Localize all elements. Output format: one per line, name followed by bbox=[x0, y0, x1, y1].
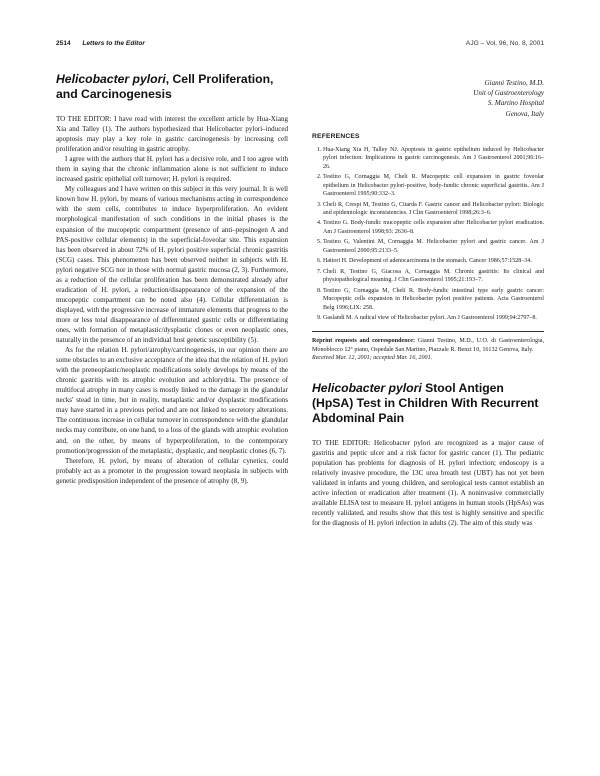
article1-paragraph-4: As for the relation H. pylori/atrophy/carcinogenesis, in our opinion there are some obstacles to an exclusive acceptance of the idea that the relation of H. pylori with the preneoplastic/neoplastic modifications solely develops by means of the chronic gastritis with its atrophic evolution and achlorydria. The presence of multifocal atrophy in many cases is mostly linked to the damage in the glandular necks' stead in time, but in reality, metaplastic and/or dysplastic modifications may have started in a previous period and are not linked to secretory alterations. The continuous increase in cellular turnover in correspondence with the glandular necks may contribute, on one hand, to a loss of the glands with atrophic evolution and, on the other, by means of hyperproliferation, to the contemporary promotion/progression of the metaplastic, dysplastic, and neoplastic clones (6, 7). bbox=[56, 346, 288, 455]
received-dates: Received Mar. 12, 2001; accepted Mar. 16, 2001. bbox=[312, 355, 433, 362]
divider-rule bbox=[312, 331, 544, 332]
author-affiliation-unit: Unit of Gastroenterology bbox=[473, 89, 544, 98]
article1-paragraph-2: I agree with the authors that H. pylori has a decisive role, and I too agree with them in saying that the chronic inflammation alone is not sufficient to induce increased gastric epithelial cell turnover; H. pylori is required. bbox=[56, 155, 288, 184]
reference-item: 5. Testino G, Valentini M, Cornaggia M. Helicobacter pylori and gastric cancer. Am J Gastroenterol 2000;95:2133–5. bbox=[323, 238, 544, 255]
references-heading: REFERENCES bbox=[312, 132, 360, 140]
reference-item: 6. Hattori H. Development of adenocarcinoma in the stomach. Cancer 1986;57:1528–34. bbox=[323, 257, 544, 265]
author-affiliation-hospital: S. Martino Hospital bbox=[487, 99, 544, 108]
running-header bbox=[56, 38, 544, 50]
article2-paragraph-1: TO THE EDITOR: Helicobacter pylori are recognized as a major cause of gastritis and peptic ulcer and a risk factor for gastric cancer (1). The pediatric population has problems for diagnosis of H. pylori infection; endoscopy is a relatively invasive procedure, the 13C urea breath test (UBT) has not yet been validated in infants and young children, and serological tests cannot establish an active infection or eradication after treatment (1). A noninvasive commercially available ELISA test to measure H. pylori antigens in human stools (HpSAs) was recently validated, and results show that this test is highly sensitive and specific for the diagnosis of H. pylori infection in adults (2). The aim of this study was bbox=[312, 438, 544, 528]
section-title: Letters to the Editor bbox=[82, 40, 145, 47]
author-signature bbox=[312, 78, 544, 119]
reference-item: 3. Cheli R, Crespi M, Testino G, Citarda F. Gastric cancer and Helicobacter pylori: Biologic and epidemiologic inconsistencies. J Clin Gastroenterol 1998;26:3–6. bbox=[323, 201, 544, 218]
article2 bbox=[312, 381, 544, 528]
reference-item: 7. Cheli R, Testino G, Giacosa A, Cornaggia M. Chronic gastritis: Its clinical and physiopathological meaning. J Clin Gastroenterol 1995;21:193–7. bbox=[323, 268, 544, 285]
article1-paragraph-3: My colleagues and I have written on this subject in this very journal. It is well known how H. pylori, by means of various mechanisms acting in correspondence with the stem cells, contributes to induce hyperproliferation. An evident morphological manifestation of such conditions in the initial phases is the expansion of the mucopeptic compartment (presence of anti–pepsinogen A and PAS-positive cellular elements) in the superficial-foveolar site. This expansion has been observed in about 72% of H. pylori positive superficial chronic gastritis (SCG) cases. This phenomenon has been observed neither in subjects with H. pylori negative SCG nor in those with normal gastric mucosa (2, 3). Furthermore, as a reduction of the cellular proliferation has been demonstrated already after eradication of H. pylori, a reduction/disappearance of the expansion of the mucopeptic compartment can be noted also (4). Cellular differentiation is displayed, with the progressive increase of immature elements that progress to the more or less total disappearance of differentiated gastric cells or differentiating ones, with formation of metaplastic/dysplastic clones or even neoplastic ones, naturally in the presence of an individual host genetic susceptibility (5). bbox=[56, 185, 288, 345]
article1-paragraph-1: TO THE EDITOR: I have read with interest the excellent article by Hua-Xiang Xia and Talley (1). The authors hypothesized that Helicobacter pylori–induced apoptosis may play a key role in gastric carcinogenesis by increasing cell proliferation and/or resulting in gastric atrophy. bbox=[56, 115, 288, 154]
article1-title: Helicobacter pylori, Cell Proliferation, and Carcinogenesis bbox=[56, 72, 274, 101]
journal-citation: AJG – Vol. 96, No. 8, 2001 bbox=[465, 40, 544, 47]
article2-title: Helicobacter pylori Stool Antigen (HpSA) Test in Children With Recurrent Abdominal Pain bbox=[312, 380, 539, 425]
left-column bbox=[56, 72, 288, 486]
reprint-label: Reprint requests and correspondence: bbox=[312, 338, 416, 345]
reference-item: 1. Hua-Xiang Xia H, Talley NJ. Apoptosis in gastric epithelium induced by Helicobacter pylori infection: Implications in gastric carcinogenesis. Am J Gastroenterol 2001;96:16–26. bbox=[323, 146, 544, 171]
author-name: Gianni Testino, M.D. bbox=[484, 79, 544, 87]
reprint-address: Gianni Testino, M.D., U.O. di Gastroenterologia, Monoblocco 12° piano, Ospedale San Martino, Piazzale R. Benzi 10, 16132 Genova, Italy. bbox=[312, 338, 544, 353]
reference-item: 8. Testino G, Cornaggia M, Cheli R. Body-fundic intestinal type early gastric cancer: Mucopeptic cells expansion in Helicobacter pylori positive patients. Acta Gastroenterol Belg 1996;LIX: 258. bbox=[323, 287, 544, 312]
references-list bbox=[312, 146, 544, 323]
reprint-correspondence bbox=[312, 337, 544, 363]
author-affiliation-city: Genova, Italy bbox=[505, 109, 544, 118]
reference-item: 4. Testino G. Body-fundic mucopeptic cells expansion after Helicobacter pylori eradication. Am J Gastroenterol 1998;93: 2636–8. bbox=[323, 219, 544, 236]
article1-paragraph-5: Therefore, H. pylori, by means of alteration of cellular cynetics, could probably act as a promoter in the progression toward neoplasia in subjects with genetic predisposition independent of the presence of atrophy (8, 9). bbox=[56, 456, 288, 485]
reference-item: 9. Gaslandi M. A radical view of Helicobacter pylori. Am J Gastroenterol 1999;94:2797–8. bbox=[323, 314, 544, 322]
right-column bbox=[312, 72, 544, 528]
reference-item: 2. Testino G, Cornaggia M, Cheli R. Mucopeptic cell expansion in gastric foveolar epithelium in Helicobacter pylori-positive, body-fundic chronic superficial gastritis. Am J Gastroenterol 1995;90:332–3. bbox=[323, 173, 544, 198]
page-number: 2514 bbox=[56, 40, 71, 47]
